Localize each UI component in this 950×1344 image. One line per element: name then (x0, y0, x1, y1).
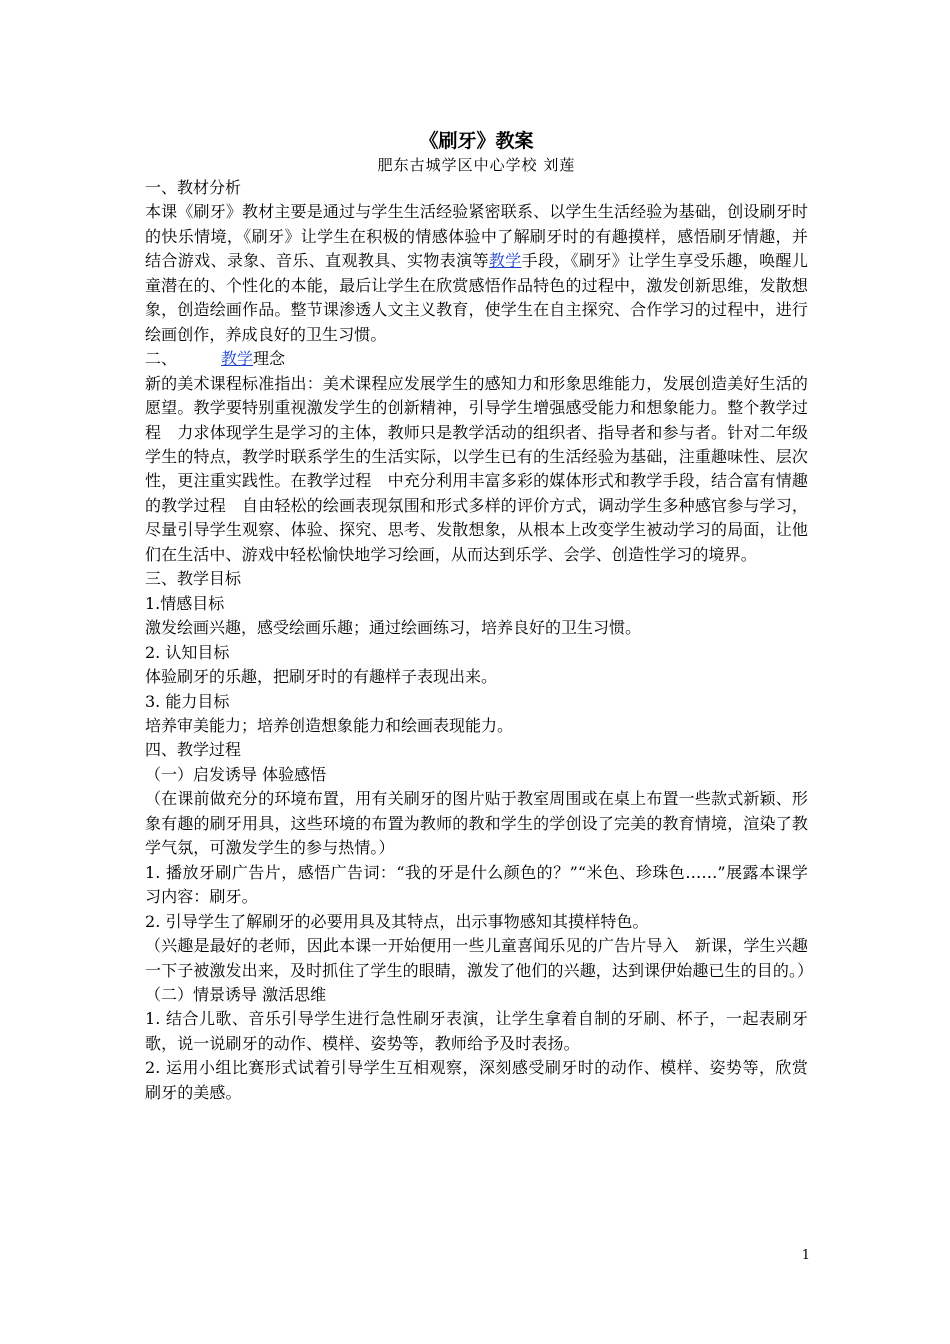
step2-item-2: 2. 运用小组比赛形式试着引导学生互相观察，深刻感受刷牙时的动作、模样、姿势等，欣赏刷牙的美感。 (145, 1058, 808, 1102)
paragraph-analysis-part-a: 本课《刷牙》教材主要是通过与学生生活经验紧密联系、以学生生活经验为基础，创设刷牙时的快乐情境，《刷牙》让学生在积极的情感体验中了解刷牙时的有趣摸样，感悟刷牙情趣，并结合游戏、录象、音乐、直观教具、实物表演等 (145, 202, 808, 271)
section-heading-process: 四、教学过程 (145, 740, 242, 760)
document-author: 肥东古城学区中心学校 刘莲 (377, 156, 576, 174)
page-number: 1 (801, 1248, 810, 1263)
document-title: 《刷牙》教案 (419, 130, 534, 152)
step1-title: （一）启发诱导 体验感悟 (145, 764, 327, 784)
goal-emotion-text: 激发绘画兴趣，感受绘画乐趣；通过绘画练习，培养良好的卫生习惯。 (145, 618, 642, 638)
step2-title: （二）情景诱导 激活思维 (145, 984, 327, 1004)
step1-note-2: （兴趣是最好的老师，因此本课一开始便用一些儿童喜闻乐见的广告片导入 新课，学生兴趣一下子被激发出来，及时抓住了学生的眼睛，激发了他们的兴趣，达到课伊始趣已生的目的。） (145, 936, 814, 980)
paragraph-analysis (145, 200, 808, 347)
step1-item-1: 1. 播放牙刷广告片，感悟广告词：“我的牙是什么颜色的？”“米色、珍珠色……”展露本课学习内容：刷牙。 (145, 862, 808, 907)
goal-cognition-text: 体验刷牙的乐趣，把刷牙时的有趣样子表现出来。 (145, 667, 498, 687)
goal-ability-text: 培养审美能力；培养创造想象能力和绘画表现能力。 (145, 715, 514, 735)
goal-emotion-title: 1.情感目标 (145, 593, 225, 613)
goal-cognition-title: 2. 认知目标 (145, 642, 230, 662)
goal-ability-title: 3. 能力目标 (145, 691, 230, 711)
section-heading-goals: 三、教学目标 (145, 569, 242, 589)
paragraph-analysis-part-b: 手段，《刷牙》让学生享受乐趣，唤醒儿童潜在的、个性化的本能，最后让学生在欣赏感悟作品特色的过程中，激发创新思维，发散想象，创造绘画作品。整节课渗透人文主义教育，使学生在自主探究、合作学习的过程中，进行绘画创作，养成良好的卫生习惯。 (145, 251, 808, 344)
step1-note: （在课前做充分的环境布置，用有关刷牙的图片贴于教室周围或在桌上布置一些款式新颖、形象有趣的刷牙用具，这些环境的布置为教师的教和学生的学创设了完美的教育情境，渲染了教学气氛，可激发学生的参与热情。） (145, 789, 808, 858)
section-heading-philosophy-prefix: 二、 (145, 349, 178, 369)
section-heading-analysis: 一、教材分析 (145, 178, 242, 197)
step2-item-1: 1. 结合儿歌、音乐引导学生进行急性刷牙表演，让学生拿着自制的牙刷、杯子，一起表刷牙歌，说一说刷牙的动作、模样、姿势等，教师给予及时表扬。 (145, 1009, 808, 1053)
paragraph-philosophy: 新的美术课程标准指出：美术课程应发展学生的感知力和形象思维能力，发展创造美好生活的愿望。教学要特别重视激发学生的创新精神，引导学生增强感受能力和想象能力。整个教学过程 力求体现学生是学习的主体，教师只是教学活动的组织者、指导者和参与者。针对二年级学生的特点，教学时联系学生的生活实际，以学生已有的生活经验为基础，注重趣味性、层次性，更注重实践性。在教学过程 中充分利用丰富多彩的媒体形式和教学手段，结合富有情趣的教学过程 自由轻松的绘画表现氛围和形式多样的评价方式，调动学生多种感官参与学习，尽量引导学生观察、体验、探究、思考、发散想象，从根本上改变学生被动学习的局面，让他们在生活中、游戏中轻松愉快地学习绘画，从而达到乐学、会学、创造性学习的境界。 (145, 373, 808, 564)
step1-item-2: 2. 引导学生了解刷牙的必要用具及其特点，出示事物感知其摸样特色。 (145, 911, 649, 931)
section-heading-philosophy-suffix: 理念 (253, 349, 286, 369)
link-teaching-heading[interactable]: 教学 (221, 349, 254, 369)
document-body (145, 128, 814, 1105)
section-heading-philosophy (145, 347, 808, 371)
link-teaching[interactable]: 教学 (488, 251, 522, 271)
